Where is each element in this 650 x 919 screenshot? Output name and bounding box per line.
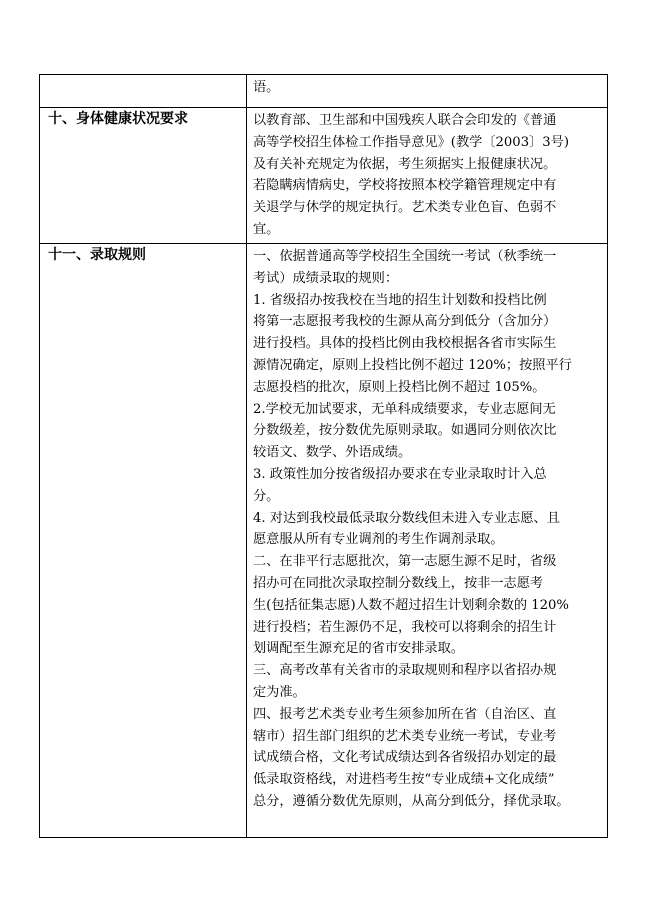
text-line: 愿意服从所有专业调剂的考生作调剂录取。 — [253, 532, 504, 548]
admission-rules-table — [39, 74, 608, 838]
text-line: 分。 — [253, 488, 280, 504]
text-line: 关退学与休学的规定执行。艺术类专业色盲、色弱不 — [253, 200, 557, 216]
row-content — [247, 75, 608, 108]
text-line: 四、报考艺术类专业考生须参加所在省（自治区、直 — [253, 706, 557, 722]
text-line: 进行投档。具体的投档比例由我校根据各省市实际生 — [253, 336, 557, 352]
text-line: 及有关补充规定为依据，考生须据实上报健康状况。 — [253, 156, 557, 172]
text-line: 生(包括征集志愿)人数不超过招生计划剩余数的 120% — [253, 597, 569, 613]
text-line: 3. 政策性加分按省级招办要求在专业录取时计入总 — [253, 466, 547, 482]
text-line: 志愿投档的批次，原则上投档比例不超过 105%。 — [253, 379, 546, 395]
text-line: 一、依据普通高等学校招生全国统一考试（秋季统一 — [253, 249, 557, 264]
text-line: 定为准。 — [253, 684, 306, 700]
row-label-admission-rules: 十一、录取规则 — [40, 244, 247, 838]
text-line: 1. 省级招办按我校在当地的招生计划数和投档比例 — [253, 292, 547, 308]
table-row — [40, 75, 608, 108]
row-label — [40, 75, 247, 108]
text-line: 将第一志愿报考我校的生源从高分到低分（含加分） — [253, 314, 557, 330]
row-label-health-requirements: 十、身体健康状况要求 — [40, 108, 247, 244]
text-line: 低录取资格线，对进档考生按“专业成绩+文化成绩” — [253, 772, 555, 788]
text-line: 较语文、数学、外语成绩。 — [253, 445, 412, 461]
text-line: 划调配至生源充足的省市安排录取。 — [253, 641, 464, 657]
text-line: 分数级差，按分数优先原则录取。如遇同分则依次比 — [253, 423, 557, 439]
text-line: 宜。 — [253, 221, 280, 237]
table-row — [40, 244, 608, 838]
text-line: 二、在非平行志愿批次，第一志愿生源不足时，省级 — [253, 554, 557, 570]
text-line: 高等学校招生体检工作指导意见》(教学〔2003〕3号) — [253, 134, 569, 150]
text-line: 语。 — [253, 80, 280, 95]
row-content-admission-rules — [247, 244, 608, 838]
text-line: 总分，遵循分数优先原则，从高分到低分，择优录取。 — [253, 793, 570, 809]
text-line: 以教育部、卫生部和中国残疾人联合会印发的《普通 — [253, 113, 557, 128]
table-row — [40, 108, 608, 244]
text-line: 源情况确定，原则上投档比例不超过 120%；按照平行 — [253, 357, 572, 373]
text-line: 进行投档；若生源仍不足，我校可以将剩余的招生计 — [253, 619, 557, 635]
row-content-health-requirements — [247, 108, 608, 244]
text-line: 招办可在同批次录取控制分数线上，按非一志愿考 — [253, 575, 544, 591]
text-line: 4. 对达到我校最低录取分数线但未进入专业志愿、且 — [253, 510, 560, 526]
text-line: 2.学校无加试要求，无单科成绩要求，专业志愿间无 — [253, 401, 556, 417]
text-line: 考试）成绩录取的规则： — [253, 270, 399, 286]
text-line: 三、高考改革有关省市的录取规则和程序以省招办规 — [253, 663, 557, 679]
text-line: 若隐瞒病情病史，学校将按照本校学籍管理规定中有 — [253, 178, 557, 194]
text-line: 辖市）招生部门组织的艺术类专业统一考试，专业考 — [253, 728, 557, 744]
text-line: 试成绩合格，文化考试成绩达到各省级招办划定的最 — [253, 750, 557, 766]
